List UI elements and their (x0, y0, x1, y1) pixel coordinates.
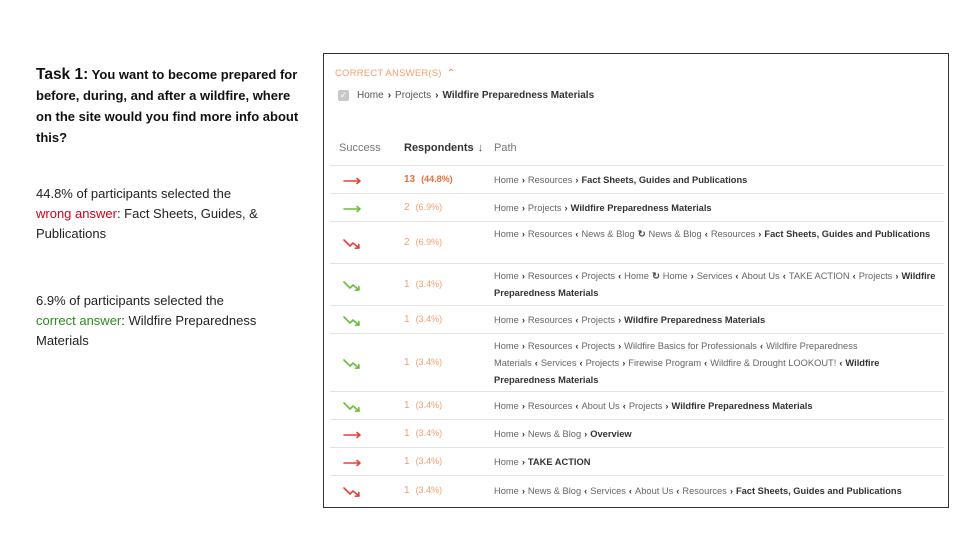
path-step: Projects (581, 271, 616, 281)
path-step: Projects (628, 400, 663, 411)
chevron-right-icon: › (521, 428, 525, 439)
chevron-right-icon: › (665, 400, 669, 411)
chevron-left-icon: ‹ (622, 400, 626, 411)
breadcrumb-item-destination: Wildfire Preparedness Materials (442, 90, 595, 101)
chevron-up-icon: ⌃ (446, 68, 456, 79)
chevron-right-icon: › (758, 229, 762, 239)
path-step: Home (494, 456, 519, 467)
path-step: Projects (581, 340, 616, 351)
path-step: Resources (527, 340, 573, 351)
column-header-respondents-label: Respondents (404, 142, 474, 154)
correct-answers-label: CORRECT ANSWER(S) (335, 68, 442, 79)
respondent-count: 1 (404, 279, 410, 290)
respondents-cell (404, 456, 442, 467)
chevron-left-icon: ‹ (575, 229, 579, 239)
path-step: Home (494, 271, 519, 281)
correct-answers-toggle[interactable] (335, 68, 455, 79)
path-destination: Fact Sheets, Guides and Publications (581, 174, 748, 185)
path-destination: Fact Sheets, Guides and Publications (764, 229, 931, 239)
path-destination: Fact Sheets, Guides and Publications (735, 485, 902, 496)
column-header-path[interactable]: Path (494, 142, 517, 154)
table-header (324, 142, 948, 162)
chevron-right-icon: › (521, 485, 525, 496)
indirect-success-arrow-icon (343, 314, 363, 326)
stat-prefix: 6.9% of participants selected the (36, 293, 224, 308)
respondents-cell (404, 357, 442, 368)
chevron-right-icon: › (435, 90, 439, 101)
path-destination: Wildfire Preparedness Materials (570, 202, 712, 213)
path-step: Services (540, 357, 577, 368)
direct-success-arrow-icon (343, 202, 363, 214)
breadcrumb-item: Home (357, 90, 384, 101)
chevron-left-icon: ‹ (575, 314, 579, 325)
path-step: Home (494, 340, 519, 351)
chevron-left-icon: ‹ (584, 485, 588, 496)
chevron-right-icon: › (895, 271, 899, 281)
path-step: Home (662, 271, 688, 281)
chevron-left-icon: ‹ (759, 340, 764, 351)
chevron-right-icon: › (618, 314, 622, 325)
path-step: About Us (581, 400, 620, 411)
chevron-right-icon: › (690, 271, 694, 281)
chevron-left-icon: ‹ (735, 271, 739, 281)
correct-answer-path (338, 90, 594, 101)
stat-prefix: 44.8% of participants selected the (36, 186, 232, 201)
checkbox-icon[interactable]: ✓ (339, 90, 348, 100)
respondent-percent: (3.4%) (415, 357, 443, 367)
path-step: Projects (527, 202, 562, 213)
path-cell (494, 454, 942, 471)
table-row[interactable] (330, 333, 944, 392)
path-step: Wildfire Preparedness Materials (494, 340, 858, 368)
chevron-right-icon: › (564, 202, 568, 213)
respondent-count: 1 (404, 357, 410, 368)
path-step: About Us (741, 271, 780, 281)
chevron-right-icon: › (521, 202, 525, 213)
respondents-cell (404, 314, 442, 325)
path-step: Home (494, 485, 519, 496)
path-step: News & Blog (527, 485, 582, 496)
task-question: You want to become prepared for before, during, and after a wildfire, where on the site would you find more info about this? (36, 67, 299, 145)
chevron-right-icon: › (521, 400, 525, 411)
path-destination: Wildfire Preparedness Materials (624, 314, 766, 325)
path-step: Home (494, 202, 519, 213)
path-step: Projects (581, 314, 616, 325)
chevron-left-icon: ‹ (575, 340, 579, 351)
table-row[interactable] (330, 305, 944, 334)
path-cell (494, 312, 942, 329)
respondent-count: 2 (404, 202, 410, 213)
path-step: News & Blog (527, 428, 582, 439)
chevron-left-icon: ‹ (618, 271, 622, 281)
task-number: Task 1: (36, 66, 89, 83)
path-step: Resources (682, 485, 727, 496)
chevron-left-icon: ‹ (782, 271, 786, 281)
chevron-left-icon: ‹ (575, 271, 579, 281)
chevron-left-icon: ‹ (839, 357, 843, 368)
chevron-right-icon: › (521, 271, 525, 281)
table-row[interactable] (330, 419, 944, 448)
chevron-right-icon: › (521, 229, 525, 239)
respondent-percent: (3.4%) (415, 400, 443, 410)
nav-reload-icon: ↻ (637, 229, 646, 239)
path-step: News & Blog (581, 229, 635, 239)
chevron-right-icon: › (622, 357, 626, 368)
path-step: Resources (527, 400, 573, 411)
path-step: Services (696, 271, 733, 281)
chevron-left-icon: ‹ (579, 357, 583, 368)
respondent-count: 1 (404, 314, 410, 325)
path-step: Projects (858, 271, 893, 281)
respondent-percent: (3.4%) (415, 314, 443, 324)
path-step: Home (494, 400, 519, 411)
path-step: Wildfire & Drought LOOKOUT! (710, 357, 837, 368)
nav-reload-icon: ↻ (651, 271, 660, 281)
respondent-count: 1 (404, 428, 410, 439)
path-step: News & Blog (648, 229, 702, 239)
chevron-right-icon: › (575, 174, 579, 185)
indirect-failure-arrow-icon (343, 485, 363, 497)
chevron-left-icon: ‹ (676, 485, 680, 496)
path-step: Firewise Program (628, 357, 702, 368)
respondent-count: 2 (404, 237, 410, 248)
chevron-left-icon: ‹ (704, 357, 708, 368)
respondent-percent: (3.4%) (415, 279, 443, 289)
path-step: Services (590, 485, 626, 496)
column-header-success[interactable]: Success (339, 142, 381, 154)
stat-suffix: : Fact Sheets, Guides, & Publications (36, 206, 258, 241)
respondent-count: 1 (404, 456, 410, 467)
chevron-right-icon: › (521, 340, 525, 351)
indirect-success-arrow-icon (343, 279, 363, 291)
path-destination: Wildfire Preparedness Materials (494, 357, 880, 385)
respondents-cell (404, 174, 453, 185)
path-cell (494, 426, 942, 443)
task-description (36, 64, 306, 348)
chevron-left-icon: ‹ (704, 229, 708, 239)
task-heading (36, 64, 306, 148)
chevron-right-icon: › (729, 485, 733, 496)
indirect-success-arrow-icon (343, 400, 363, 412)
path-step: Home (494, 428, 519, 439)
chevron-right-icon: › (584, 428, 588, 439)
table-row[interactable] (330, 263, 944, 306)
chevron-left-icon: ‹ (534, 357, 538, 368)
chevron-right-icon: › (521, 314, 525, 325)
path-step: Resources (527, 229, 573, 239)
chevron-right-icon: › (521, 456, 525, 467)
table-row[interactable] (330, 221, 944, 264)
respondents-cell (404, 237, 442, 248)
respondent-percent: (6.9%) (415, 237, 443, 247)
respondent-percent: (3.4%) (415, 485, 443, 495)
table-row[interactable] (330, 475, 944, 506)
path-cell (494, 200, 942, 217)
chevron-right-icon: › (521, 174, 525, 185)
table-row[interactable] (330, 193, 944, 222)
path-destination: Wildfire Preparedness Materials (671, 400, 813, 411)
table-row[interactable] (330, 447, 944, 476)
path-step: Resources (527, 314, 573, 325)
path-destination: Overview (590, 428, 632, 439)
path-step: Projects (585, 357, 620, 368)
chevron-right-icon: › (387, 90, 392, 101)
indirect-success-arrow-icon (343, 357, 363, 369)
path-cell (494, 268, 942, 302)
path-step: Resources (710, 229, 756, 239)
respondent-percent: (3.4%) (415, 428, 443, 438)
respondents-cell (404, 485, 442, 496)
path-step: Home (494, 314, 519, 325)
respondents-cell (404, 279, 442, 290)
path-step: Resources (527, 174, 573, 185)
path-step: Resources (527, 271, 573, 281)
respondent-percent: (44.8%) (421, 174, 453, 184)
correct-answer-stat (36, 291, 306, 351)
path-step: Wildfire Basics for Professionals (624, 340, 757, 351)
path-cell (494, 483, 942, 500)
respondents-cell (404, 202, 442, 213)
respondents-cell (404, 400, 442, 411)
direct-failure-arrow-icon (343, 428, 363, 440)
respondent-percent: (6.9%) (415, 202, 443, 212)
wrong-answer-stat (36, 184, 306, 244)
respondent-percent: (3.4%) (415, 456, 443, 466)
stat-suffix: : Wildfire Preparedness Materials (36, 313, 257, 348)
path-step: TAKE ACTION (788, 271, 850, 281)
chevron-left-icon: ‹ (628, 485, 633, 496)
column-header-respondents[interactable] (404, 142, 483, 154)
direct-failure-arrow-icon (343, 174, 363, 186)
respondent-count: 1 (404, 485, 410, 496)
path-cell (494, 338, 942, 389)
chevron-left-icon: ‹ (575, 400, 579, 411)
path-cell (494, 172, 942, 189)
respondents-cell (404, 428, 442, 439)
results-panel (323, 53, 949, 508)
chevron-right-icon: › (618, 340, 622, 351)
table-row[interactable] (330, 165, 944, 194)
indirect-failure-arrow-icon (343, 237, 363, 249)
wrong-answer-label: wrong answer (36, 206, 117, 221)
respondent-count: 1 (404, 400, 410, 411)
direct-failure-arrow-icon (343, 456, 363, 468)
correct-answer-label: correct answer (36, 313, 122, 328)
table-row[interactable] (330, 391, 944, 420)
path-cell (494, 226, 942, 243)
path-step: Home (494, 174, 519, 185)
chevron-left-icon: ‹ (852, 271, 856, 281)
sort-descending-icon: ↓ (477, 142, 484, 154)
path-step: About Us (635, 485, 674, 496)
path-step: Home (624, 271, 649, 281)
path-cell (494, 398, 942, 415)
path-step: Home (494, 229, 519, 239)
path-destination: TAKE ACTION (527, 456, 591, 467)
respondent-count: 13 (404, 174, 416, 185)
path-destination: Wildfire Preparedness Materials (494, 271, 936, 298)
breadcrumb-item: Projects (395, 90, 432, 101)
